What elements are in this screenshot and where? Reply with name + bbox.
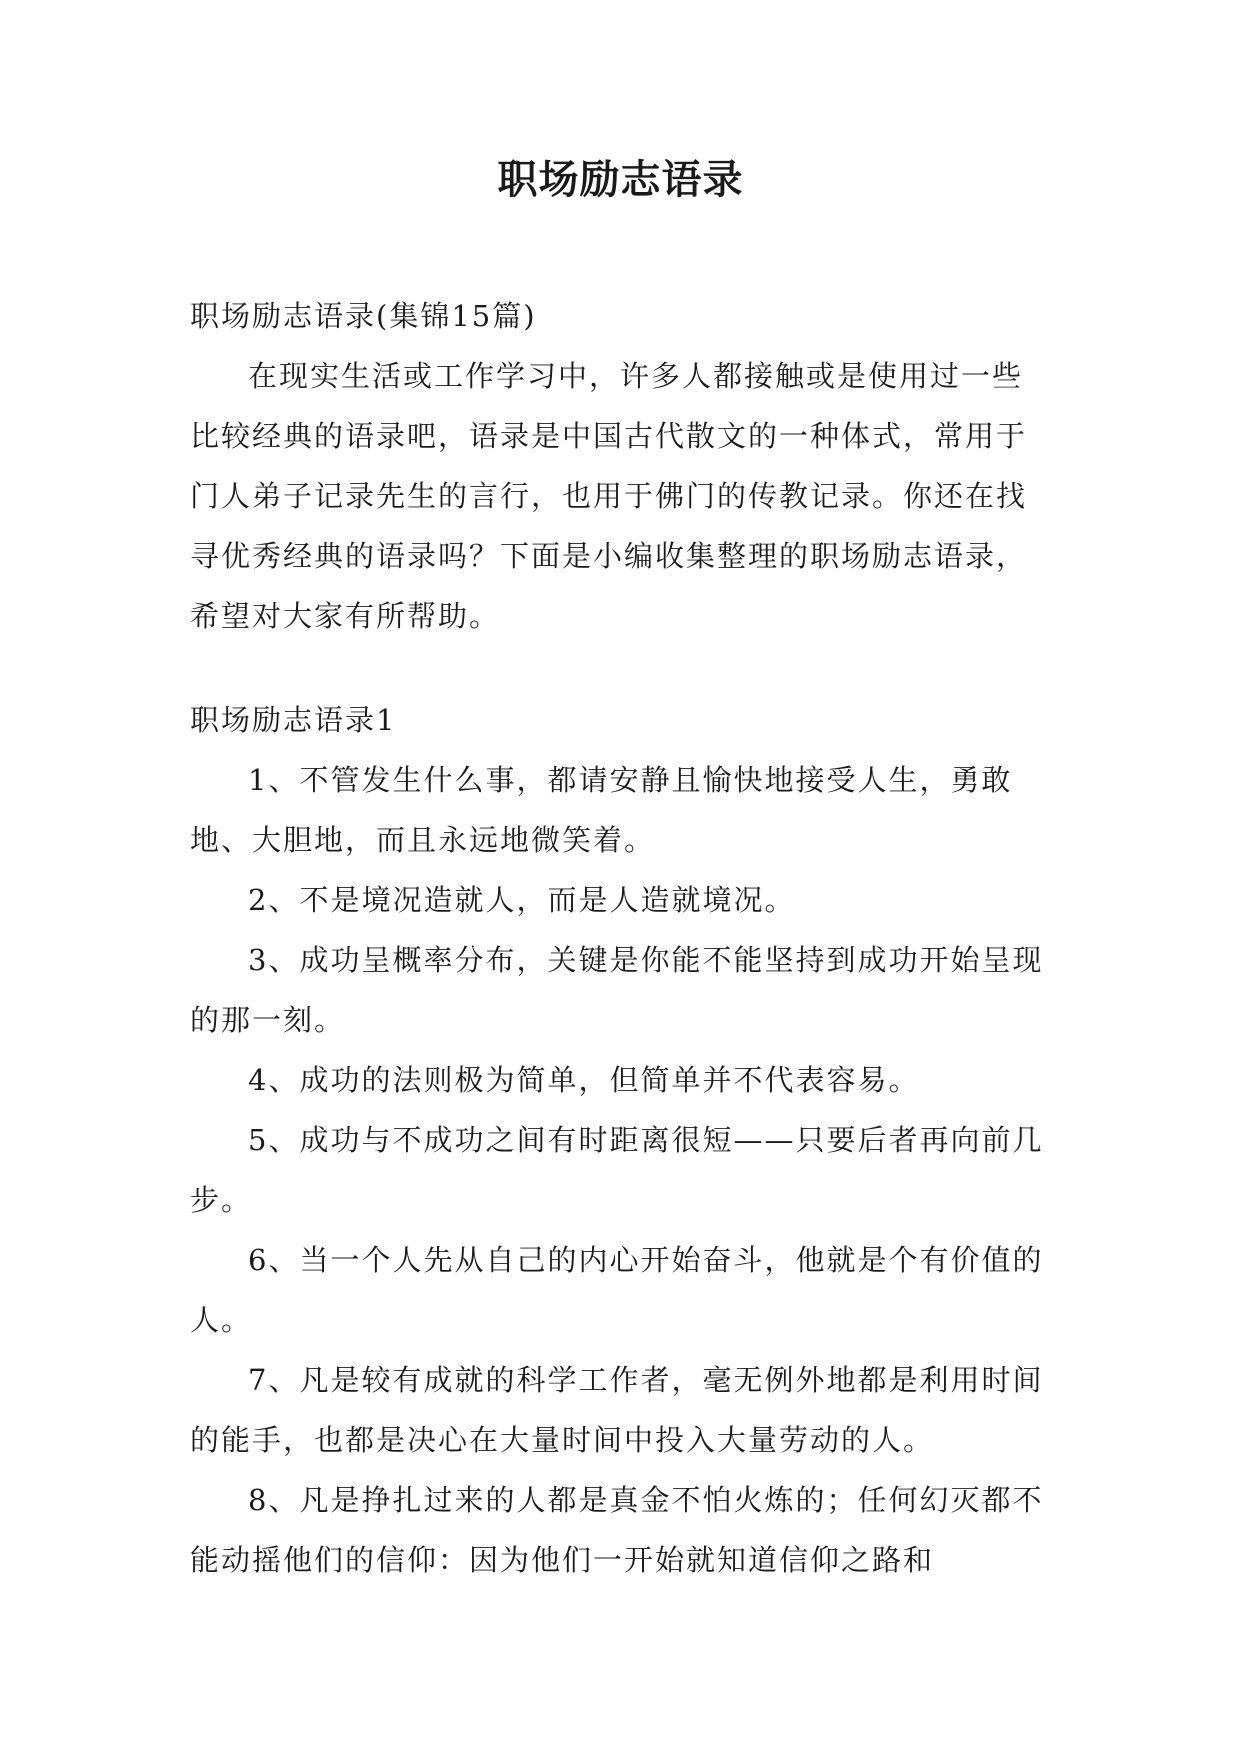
quote-item: 6、当一个人先从自己的内心开始奋斗，他就是个有价值的人。 xyxy=(190,1243,1044,1337)
quote-item: 2、不是境况造就人，而是人造就境况。 xyxy=(248,883,796,917)
quote-item: 3、成功呈概率分布，关键是你能不能坚持到成功开始呈现的那一刻。 xyxy=(190,943,1044,1037)
document-title: 职场励志语录 xyxy=(497,157,744,203)
section-heading: 职场励志语录1 xyxy=(190,703,397,737)
quote-item: 5、成功与不成功之间有时距离很短——只要后者再向前几步。 xyxy=(190,1123,1044,1217)
document-subtitle: 职场励志语录(集锦15篇) xyxy=(190,299,537,333)
quote-item: 8、凡是挣扎过来的人都是真金不怕火炼的；任何幻灭都不能动摇他们的信仰：因为他们一开始就知道信仰之路和 xyxy=(190,1483,1044,1577)
document-body xyxy=(190,286,1050,1590)
intro-paragraph: 在现实生活或工作学习中，许多人都接触或是使用过一些比较经典的语录吧，语录是中国古代散文的一种体式，常用于门人弟子记录先生的言行，也用于佛门的传教记录。你还在找寻优秀经典的语录吗？下面是小编收集整理的职场励志语录，希望对大家有所帮助。 xyxy=(190,359,1028,633)
quote-item: 7、凡是较有成就的科学工作者，毫无例外地都是利用时间的能手，也都是决心在大量时间中投入大量劳动的人。 xyxy=(190,1363,1044,1457)
quote-item: 1、不管发生什么事，都请安静且愉快地接受人生，勇敢地、大胆地，而且永远地微笑着。 xyxy=(190,763,1013,857)
quote-item: 4、成功的法则极为简单，但简单并不代表容易。 xyxy=(248,1063,920,1097)
